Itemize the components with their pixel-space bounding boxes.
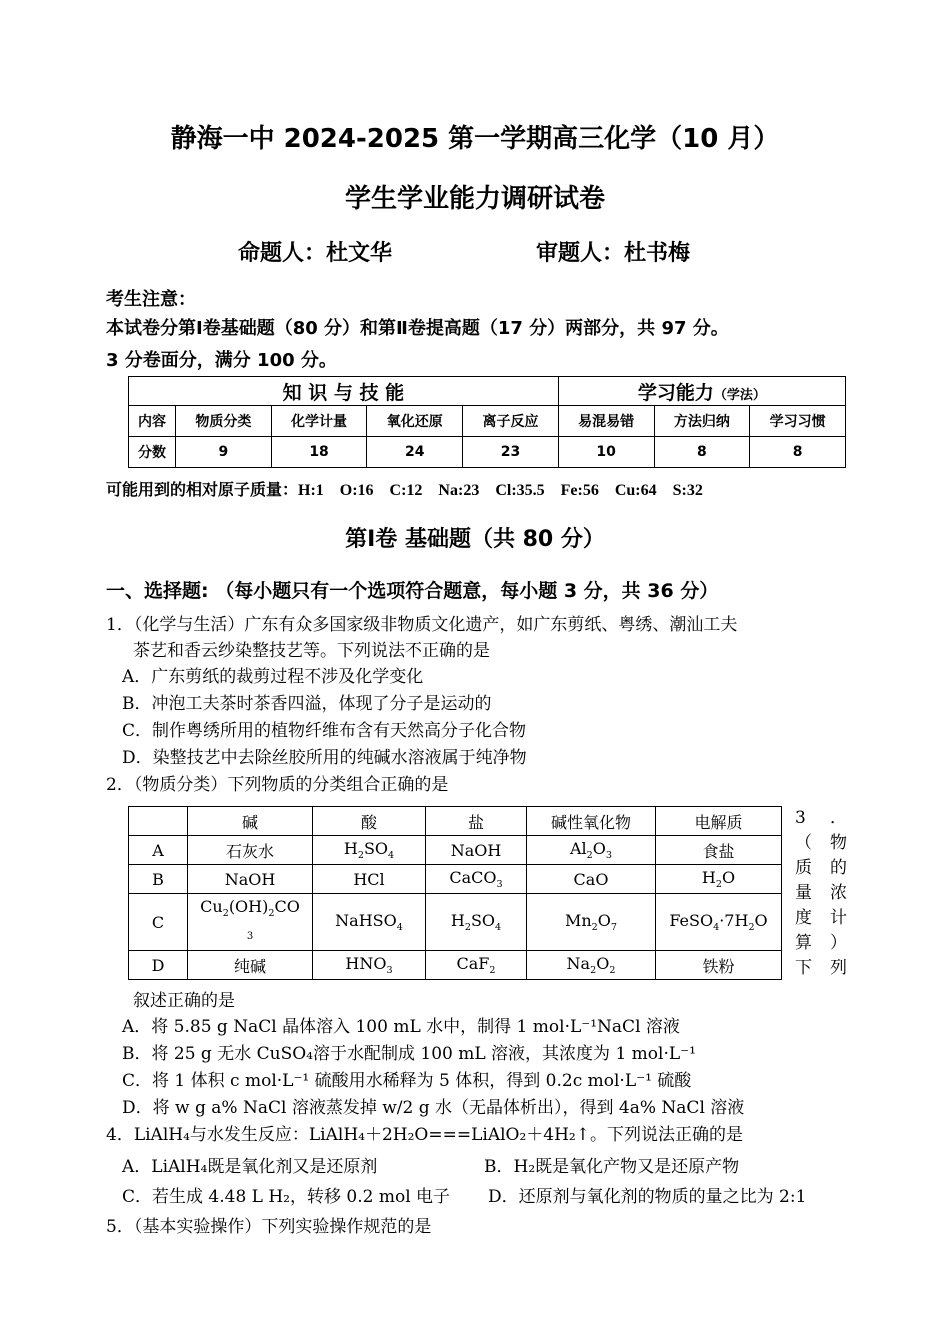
- cls-row-label: A: [129, 836, 188, 865]
- f-sub: 3: [496, 879, 503, 891]
- q4-option-a: A．LiAlH₄既是氧化剂又是还原剂: [122, 1157, 378, 1177]
- score-value: 10: [558, 437, 654, 468]
- score-col-header: 氧化还原: [367, 406, 463, 437]
- q3-side-char: 浓: [830, 883, 847, 903]
- q4-stem: 4．LiAlH₄与水发生反应：LiAlH₄＋2H₂O===LiAlO₂＋4H₂↑。下列说法正确的是: [106, 1125, 743, 1145]
- f-part: Cu: [200, 896, 223, 916]
- f-sub: 2: [357, 850, 364, 862]
- f-part: O: [597, 910, 611, 930]
- f-part: CaCO: [449, 867, 497, 887]
- q3-side-char: 度: [795, 908, 812, 928]
- cls-corner: [129, 807, 188, 836]
- choice-section-header: 一、选择题: （每小题只有一个选项符合题意，每小题 3 分，共 36 分）: [106, 580, 719, 602]
- score-col-header: 化学计量: [271, 406, 367, 437]
- q4-option-c: C．若生成 4.48 L H₂，转移 0.2 mol 电子: [122, 1187, 451, 1207]
- f-sub: 3: [605, 850, 612, 862]
- f-part: H: [450, 910, 465, 930]
- f-part: O: [754, 910, 768, 930]
- f-part: NaHSO: [335, 910, 397, 930]
- cls-cell: NaOH: [426, 836, 527, 865]
- f-sub: 4: [396, 922, 403, 934]
- q3-side-stem: [795, 806, 847, 981]
- cls-cell: [426, 951, 527, 980]
- q3-side-char: 的: [830, 858, 847, 878]
- f-part: SO: [470, 910, 496, 930]
- score-col-header: 方法归纳: [654, 406, 750, 437]
- q3-side-char: ．: [830, 808, 847, 828]
- q3-side-row: [795, 806, 847, 831]
- q3-side-char: 量: [795, 883, 812, 903]
- classification-table: [128, 806, 782, 980]
- f-sub: 2: [489, 965, 496, 977]
- f-part: Na: [566, 953, 591, 973]
- q1-option-c: C．制作粤绣所用的植物纤维布含有天然高分子化合物: [122, 721, 527, 741]
- exam-title-line1: 静海一中 2024-2025 第一学期高三化学（10 月）: [170, 124, 780, 154]
- atomic-masses: 可能用到的相对原子质量：H:1 O:16 C:12 Na:23 Cl:35.5 Fe:56 Cu:64 S:32: [106, 482, 703, 499]
- q1-stem-line1: 1．（化学与生活）广东有众多国家级非物质文化遗产，如广东剪纸、粤绣、潮汕工夫: [106, 615, 738, 635]
- q1-option-b: B．冲泡工夫茶时茶香四溢，体现了分子是运动的: [122, 694, 492, 714]
- q3-side-char: 计: [830, 908, 847, 928]
- q3-side-char: ）: [830, 933, 847, 953]
- cls-cell: [188, 894, 313, 951]
- cls-header: 电解质: [656, 807, 782, 836]
- cls-header: 盐: [426, 807, 527, 836]
- score-value: 9: [176, 437, 272, 468]
- f-sub: 3: [386, 965, 393, 977]
- q3-side-char: 质: [795, 858, 812, 878]
- q5-stem: 5．（基本实验操作）下列实验操作规范的是: [106, 1217, 432, 1237]
- score-col-header: 学习习惯: [750, 406, 846, 437]
- q3-side-row: [795, 856, 847, 881]
- cls-cell: HCl: [313, 865, 426, 894]
- q3-side-row: [795, 956, 847, 981]
- f-part: CaF: [456, 953, 490, 973]
- q3-side-row: [795, 881, 847, 906]
- cls-cell: [426, 894, 527, 951]
- f-sub: 2: [222, 908, 229, 920]
- cls-cell: 食盐: [656, 836, 782, 865]
- f-sub: 7: [610, 922, 618, 934]
- q3-side-char: 下: [795, 958, 812, 978]
- f-part: (OH): [228, 896, 269, 916]
- f-sub: 2: [609, 965, 616, 977]
- f-part: ·7H: [719, 910, 749, 930]
- f-part: FeSO: [669, 910, 714, 930]
- score-row-label-score: 分数: [129, 437, 176, 468]
- cls-cell: 铁粉: [656, 951, 782, 980]
- score-value: 24: [367, 437, 463, 468]
- q3-option-b: B．将 25 g 无水 CuSO₄溶于水配制成 100 mL 溶液，其浓度为 1 mol·L⁻¹: [122, 1044, 696, 1064]
- score-group-learning: [558, 377, 845, 406]
- f-sub: 2: [268, 908, 275, 920]
- cls-cell: 石灰水: [188, 836, 313, 865]
- q1-option-d: D．染整技艺中去除丝胶所用的纯碱水溶液属于纯净物: [122, 748, 527, 768]
- cls-cell: [313, 894, 426, 951]
- score-group-knowledge: 知 识 与 技 能: [129, 377, 559, 406]
- score-col-header: 易混易错: [558, 406, 654, 437]
- cls-row-label: B: [129, 865, 188, 894]
- q3-side-char: 算: [795, 933, 812, 953]
- f-part: Al: [569, 838, 587, 858]
- f-sub: 2: [590, 965, 597, 977]
- q4-option-d: D．还原剂与氧化剂的物质的量之比为 2:1: [488, 1187, 807, 1207]
- f-part: CO: [274, 896, 300, 916]
- score-value: 8: [654, 437, 750, 468]
- f-part: H: [343, 838, 358, 858]
- q3-side-row: [795, 906, 847, 931]
- cls-cell: [656, 865, 782, 894]
- score-group-learning-sub: （学法）: [713, 387, 766, 403]
- author: 命题人：杜文华: [238, 241, 393, 266]
- q3-side-char: 列: [830, 958, 847, 978]
- score-table: [128, 376, 846, 468]
- score-value: 18: [271, 437, 367, 468]
- q3-side-row: [795, 931, 847, 956]
- cls-cell: [426, 865, 527, 894]
- q3-side-char: （: [795, 833, 812, 853]
- q3-option-c: C．将 1 体积 c mol·L⁻¹ 硫酸用水稀释为 5 体积，得到 0.2c mol·L⁻¹ 硫酸: [122, 1071, 692, 1091]
- q3-side-row: [795, 831, 847, 856]
- cls-cell: NaOH: [188, 865, 313, 894]
- f-part: Mn: [564, 910, 592, 930]
- q4-option-b: B．H₂既是氧化产物又是还原产物: [484, 1157, 740, 1177]
- f-sub: 4: [713, 922, 720, 934]
- cls-row-label: D: [129, 951, 188, 980]
- f-part: HNO: [345, 953, 387, 973]
- q2-stem: 2．（物质分类）下列物质的分类组合正确的是: [106, 775, 449, 795]
- cls-cell: 纯碱: [188, 951, 313, 980]
- cls-header: 碱: [188, 807, 313, 836]
- cls-row-label: C: [129, 894, 188, 951]
- reviewer: 审题人：杜书梅: [536, 241, 691, 266]
- notice-heading: 考生注意：: [106, 289, 196, 310]
- score-row-label-content: 内容: [129, 406, 176, 437]
- f-part: SO: [363, 838, 389, 858]
- q3-stem-tail: 叙述正确的是: [133, 991, 235, 1011]
- f-part: O: [596, 953, 610, 973]
- f-sub: 2: [715, 879, 722, 891]
- q3-option-a: A．将 5.85 g NaCl 晶体溶入 100 mL 水中，制得 1 mol·L⁻¹NaCl 溶液: [122, 1017, 680, 1037]
- q3-side-char: 3: [795, 808, 806, 828]
- f-sub: 4: [495, 922, 502, 934]
- cls-cell: [527, 951, 656, 980]
- score-value: 8: [750, 437, 846, 468]
- f-sub: 2: [591, 922, 598, 934]
- f-part: O: [721, 867, 736, 887]
- exam-title-line2: 学生学业能力调研试卷: [344, 184, 605, 214]
- q1-stem-line2: 茶艺和香云纱染整技艺等。下列说法不正确的是: [133, 641, 490, 661]
- cls-cell: CaO: [527, 865, 656, 894]
- score-value: 23: [463, 437, 559, 468]
- cls-header: 酸: [313, 807, 426, 836]
- f-sub: 2: [464, 922, 471, 934]
- score-col-header: 离子反应: [463, 406, 559, 437]
- notice-line2: 3 分卷面分，满分 100 分。: [106, 350, 337, 371]
- notice-line1: 本试卷分第Ⅰ卷基础题（80 分）和第Ⅱ卷提高题（17 分）两部分，共 97 分。: [106, 318, 729, 339]
- q3-side-char: 物: [830, 833, 847, 853]
- cls-cell: [313, 951, 426, 980]
- f-sub: 2: [748, 922, 755, 934]
- cls-cell: [313, 836, 426, 865]
- cls-header: 碱性氧化物: [527, 807, 656, 836]
- f-part: O: [592, 838, 606, 858]
- section1-title: 第Ⅰ卷 基础题（共 80 分）: [345, 527, 605, 552]
- q1-option-a: A．广东剪纸的裁剪过程不涉及化学变化: [122, 667, 424, 687]
- cls-cell: [527, 836, 656, 865]
- f-part: H: [701, 867, 716, 887]
- f-sub: 2: [586, 850, 593, 862]
- cls-cell: [656, 894, 782, 951]
- cls-cell: [527, 894, 656, 951]
- f-sub: 3: [246, 931, 254, 943]
- score-col-header: 物质分类: [176, 406, 272, 437]
- q3-option-d: D．将 w g a% NaCl 溶液蒸发掉 w/2 g 水（无晶体析出），得到 4a% NaCl 溶液: [122, 1098, 745, 1118]
- score-group-learning-label: 学习能力: [637, 381, 714, 404]
- f-sub: 4: [388, 850, 395, 862]
